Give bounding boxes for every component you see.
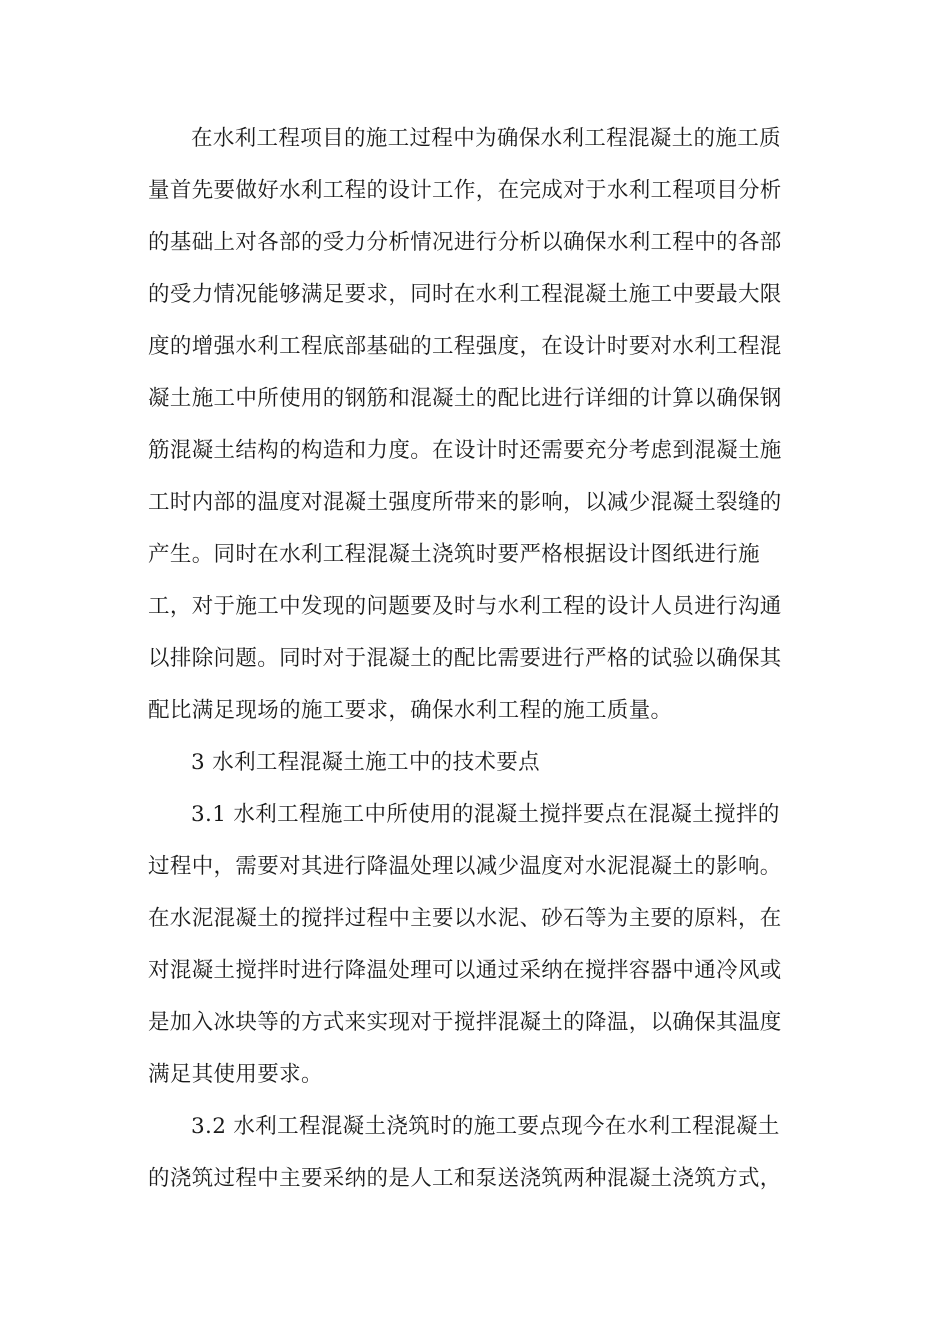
- paragraph-line: 在水利工程项目的施工过程中为确保水利工程混凝土的施工质: [191, 126, 781, 151]
- paragraph-line: 的浇筑过程中主要采纳的是人工和泵送浇筑两种混凝土浇筑方式，: [148, 1166, 782, 1191]
- paragraph-line: 3.1 水利工程施工中所使用的混凝土搅拌要点在混凝土搅拌的: [191, 802, 780, 827]
- paragraph-line: 配比满足现场的施工要求，确保水利工程的施工质量。: [148, 698, 673, 723]
- paragraph-line: 是加入冰块等的方式来实现对于搅拌混凝土的降温，以确保其温度: [148, 1010, 782, 1035]
- paragraph-line: 过程中，需要对其进行降温处理以减少温度对水泥混凝土的影响。: [148, 854, 782, 879]
- paragraph-line: 的基础上对各部的受力分析情况进行分析以确保水利工程中的各部: [148, 230, 782, 255]
- paragraph-line: 凝土施工中所使用的钢筋和混凝土的配比进行详细的计算以确保钢: [148, 386, 782, 411]
- section-heading-3: 3 水利工程混凝土施工中的技术要点: [191, 750, 540, 775]
- paragraph-line: 产生。同时在水利工程混凝土浇筑时要严格根据设计图纸进行施: [148, 542, 760, 567]
- paragraph-line: 对混凝土搅拌时进行降温处理可以通过采纳在搅拌容器中通冷风或: [148, 958, 782, 983]
- paragraph-line: 筋混凝土结构的构造和力度。在设计时还需要充分考虑到混凝土施: [148, 438, 782, 463]
- paragraph-line: 3.2 水利工程混凝土浇筑时的施工要点现今在水利工程混凝土: [191, 1114, 780, 1139]
- paragraph-line: 量首先要做好水利工程的设计工作，在完成对于水利工程项目分析: [148, 178, 782, 203]
- paragraph-line: 度的增强水利工程底部基础的工程强度，在设计时要对水利工程混: [148, 334, 782, 359]
- paragraph-line: 的受力情况能够满足要求，同时在水利工程混凝土施工中要最大限: [148, 282, 782, 307]
- paragraph-line: 工，对于施工中发现的问题要及时与水利工程的设计人员进行沟通: [148, 594, 782, 619]
- paragraph-line: 在水泥混凝土的搅拌过程中主要以水泥、砂石等为主要的原料，在: [148, 906, 782, 931]
- paragraph-line: 工时内部的温度对混凝土强度所带来的影响，以减少混凝土裂缝的: [148, 490, 782, 515]
- paragraph-line: 以排除问题。同时对于混凝土的配比需要进行严格的试验以确保其: [148, 646, 782, 671]
- paragraph-line: 满足其使用要求。: [148, 1062, 323, 1087]
